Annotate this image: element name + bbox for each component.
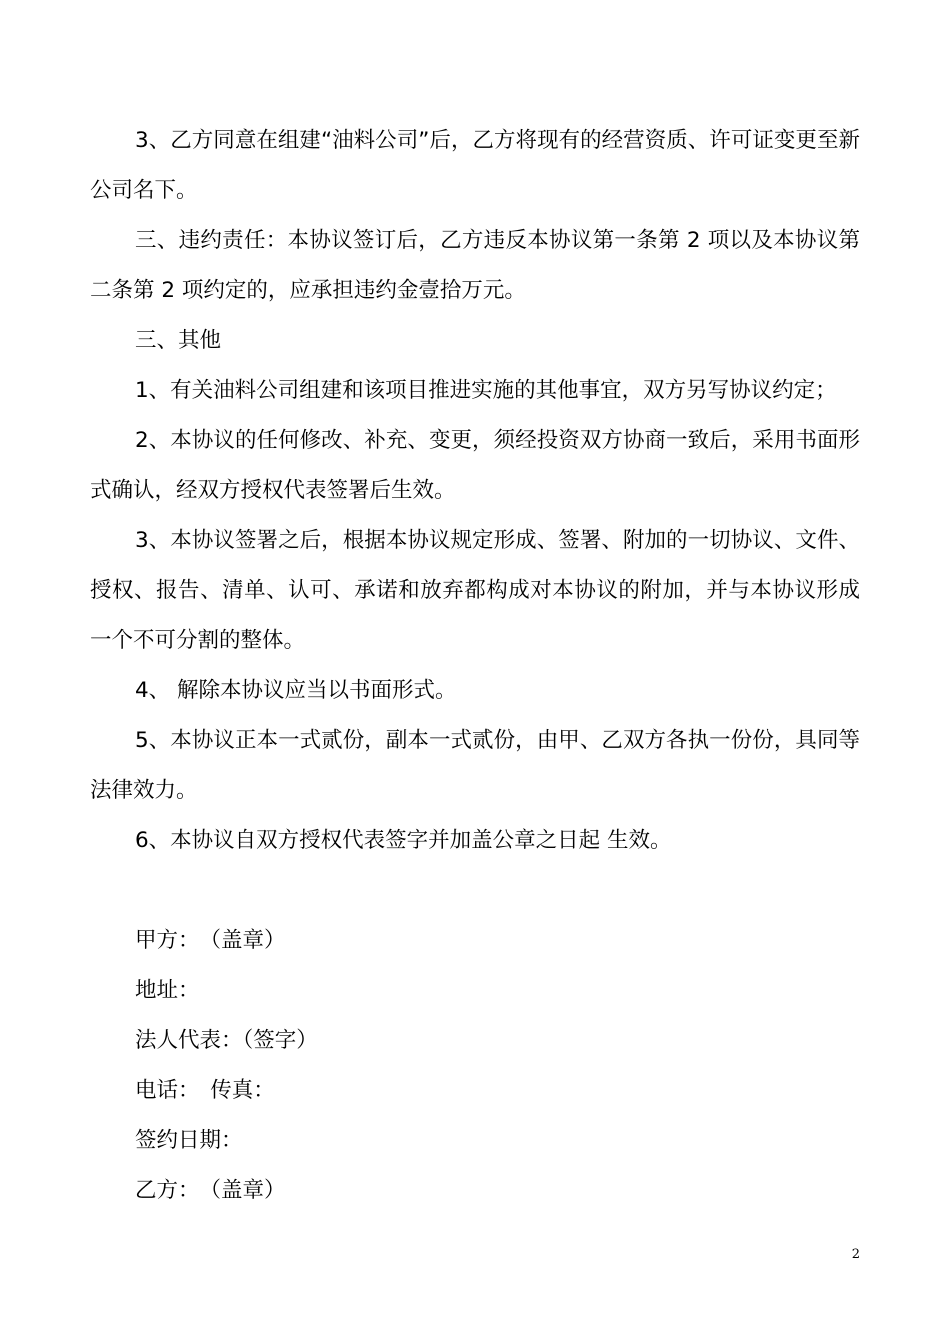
clause-other-6: 6、本协议自双方授权代表签字并加盖公章之日起 生效。 xyxy=(135,828,672,853)
document-body xyxy=(90,116,860,1216)
address-line: 地址： xyxy=(135,978,200,1003)
phone-fax-line: 电话： 传真： xyxy=(135,1078,275,1103)
clause-other-1: 1、有关油料公司组建和该项目推进实施的其他事宜，双方另写协议约定； xyxy=(135,378,837,403)
clause-other-4: 4、 解除本协议应当以书面形式。 xyxy=(135,678,457,703)
clause-2-3: 3、乙方同意在组建“油料公司”后，乙方将现有的经营资质、许可证变更至新公司名下。 xyxy=(90,128,860,203)
clause-other-3: 3、本协议签署之后，根据本协议规定形成、签署、附加的一切协议、文件、授权、报告、清单、认可、承诺和放弃都构成对本协议的附加，并与本协议形成一个不可分割的整体。 xyxy=(90,528,860,653)
legal-rep-line: 法人代表：（签字） xyxy=(135,1028,318,1053)
clause-other-5: 5、本协议正本一式贰份，副本一式贰份，由甲、乙双方各执一份份，具同等法律效力。 xyxy=(90,728,860,803)
blank-line xyxy=(90,866,860,916)
page-number: 2 xyxy=(851,1247,860,1262)
sign-date-line: 签约日期： xyxy=(135,1128,243,1153)
clause-breach-liability: 三、违约责任：本协议签订后，乙方违反本协议第一条第 2 项以及本协议第二条第 2 项约定的，应承担违约金壹拾万元。 xyxy=(90,228,860,303)
party-b-line: 乙方： （盖章） xyxy=(135,1178,286,1203)
clause-other-2: 2、本协议的任何修改、补充、变更，须经投资双方协商一致后，采用书面形式确认，经双方授权代表签署后生效。 xyxy=(90,428,860,503)
signature-block xyxy=(90,916,860,1216)
section-heading-other: 三、其他 xyxy=(135,328,222,353)
party-a-line: 甲方： （盖章） xyxy=(135,928,286,953)
